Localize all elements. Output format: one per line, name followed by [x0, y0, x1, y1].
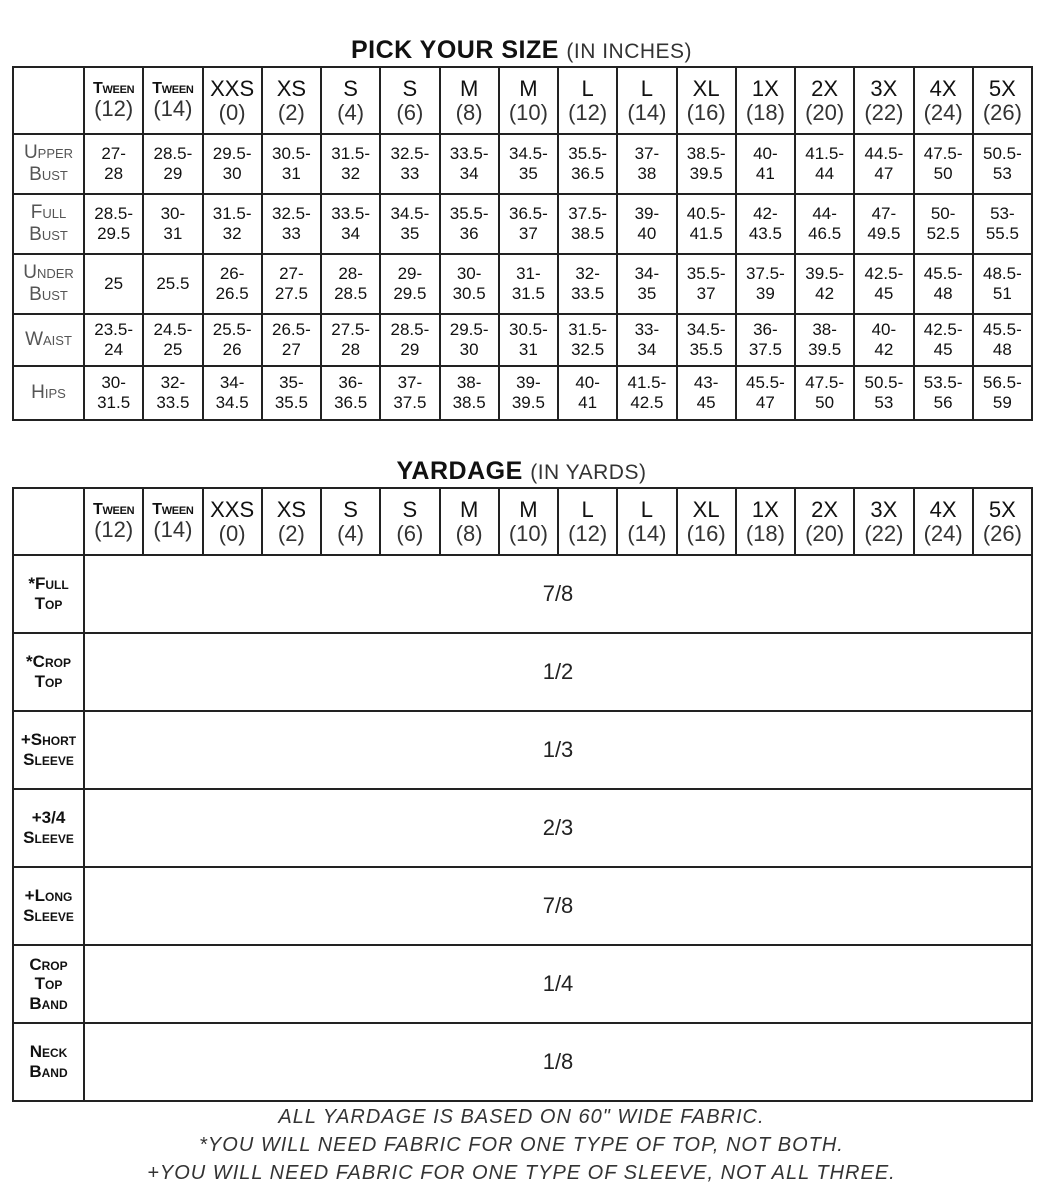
size-number: (14) [153, 517, 193, 543]
size-name: 5X [988, 497, 1016, 523]
measurement-value: 28.5- 29 [143, 134, 202, 194]
size-chart-size-header [440, 67, 499, 134]
yardage-row [13, 789, 1032, 867]
size-name: M [519, 497, 538, 523]
measurement-value: 36- 37.5 [736, 314, 795, 366]
measurement-value: 50.5- 53 [973, 134, 1032, 194]
yardage-label: *Full Top [13, 555, 84, 633]
measurement-value: 43- 45 [677, 366, 736, 420]
measurement-value: 48.5- 51 [973, 254, 1032, 314]
measurement-row [13, 254, 1032, 314]
size-number: (26) [982, 520, 1022, 546]
yardage-size-header [499, 488, 558, 555]
size-chart-size-header [973, 67, 1032, 134]
measurement-value: 30- 31.5 [84, 366, 143, 420]
yardage-size-header [262, 488, 321, 555]
measurement-value: 31.5- 32 [321, 134, 380, 194]
size-number: (14) [153, 96, 193, 122]
yardage-row [13, 945, 1032, 1023]
note-top-type: *YOU WILL NEED FABRIC FOR ONE TYPE OF TOP, NOT BOTH. [199, 1134, 844, 1156]
measurement-value: 26- 26.5 [203, 254, 262, 314]
size-name: 1X [751, 76, 779, 102]
yardage-row [13, 633, 1032, 711]
size-name: S [343, 497, 358, 523]
measurement-value: 23.5- 24 [84, 314, 143, 366]
size-name: L [581, 497, 594, 523]
measurement-value: 25 [84, 254, 143, 314]
measurement-value: 30.5- 31 [262, 134, 321, 194]
measurement-row [13, 134, 1032, 194]
measurement-label: Full Bust [13, 194, 84, 254]
size-name: 3X [870, 497, 898, 523]
size-chart-size-header [914, 67, 973, 134]
measurement-value: 37- 37.5 [380, 366, 439, 420]
measurement-value: 32.5- 33 [380, 134, 439, 194]
measurement-value: 32.5- 33 [262, 194, 321, 254]
measurement-value: 26.5- 27 [262, 314, 321, 366]
size-number: (2) [277, 99, 305, 125]
yardage-value: 1/8 [84, 1023, 1032, 1101]
size-chart-size-header [84, 67, 143, 134]
measurement-value: 40.5- 41.5 [677, 194, 736, 254]
size-number: (12) [568, 99, 608, 125]
measurement-value: 39- 39.5 [499, 366, 558, 420]
measurement-value: 47.5- 50 [795, 366, 854, 420]
size-name: 5X [988, 76, 1016, 102]
yardage-value: 7/8 [84, 555, 1032, 633]
size-number: (18) [745, 520, 785, 546]
size-name: L [640, 497, 653, 523]
yardage-value: 2/3 [84, 789, 1032, 867]
size-name: XXS [210, 76, 255, 102]
measurement-value: 42- 43.5 [736, 194, 795, 254]
measurement-value: 45.5- 47 [736, 366, 795, 420]
measurement-value: 35- 35.5 [262, 366, 321, 420]
measurement-value: 50- 52.5 [914, 194, 973, 254]
size-chart-size-header [854, 67, 913, 134]
measurement-value: 37- 38 [617, 134, 676, 194]
size-chart-size-header [143, 67, 202, 134]
size-chart-size-header [677, 67, 736, 134]
measurement-value: 30- 31 [143, 194, 202, 254]
yardage-table [12, 487, 1033, 1102]
yardage-size-header [677, 488, 736, 555]
yardage-label: +3/4 Sleeve [13, 789, 84, 867]
size-name: 3X [870, 76, 898, 102]
measurement-value: 47.5- 50 [914, 134, 973, 194]
size-number: (22) [864, 520, 904, 546]
measurement-value: 37.5- 39 [736, 254, 795, 314]
measurement-label: Upper Bust [13, 134, 84, 194]
yardage-row [13, 711, 1032, 789]
size-name: XS [276, 497, 307, 523]
measurement-value: 41.5- 42.5 [617, 366, 676, 420]
yardage-size-header [380, 488, 439, 555]
size-name: M [519, 76, 538, 102]
yardage-title-text: YARDAGE [396, 457, 523, 485]
yardage-size-header [84, 488, 143, 555]
size-number: (0) [218, 99, 246, 125]
measurement-value: 38- 39.5 [795, 314, 854, 366]
size-number: (14) [627, 99, 667, 125]
yardage-size-header [203, 488, 262, 555]
size-name: 4X [929, 76, 957, 102]
measurement-value: 50.5- 53 [854, 366, 913, 420]
yardage-label: Neck Band [13, 1023, 84, 1101]
note-fabric-width: ALL YARDAGE IS BASED ON 60" WIDE FABRIC. [278, 1106, 765, 1128]
measurement-value: 29- 29.5 [380, 254, 439, 314]
size-name: L [640, 76, 653, 102]
measurement-label: Waist [13, 314, 84, 366]
measurement-value: 45.5- 48 [914, 254, 973, 314]
size-chart-subtitle: (IN INCHES) [566, 40, 693, 63]
size-name: XL [692, 76, 720, 102]
size-number: (12) [94, 96, 134, 122]
yardage-size-header [973, 488, 1032, 555]
measurement-value: 42.5- 45 [914, 314, 973, 366]
measurement-value: 28.5- 29 [380, 314, 439, 366]
size-number: (20) [805, 99, 845, 125]
measurement-value: 32- 33.5 [558, 254, 617, 314]
size-chart-size-header [321, 67, 380, 134]
measurement-row [13, 366, 1032, 420]
size-name: L [581, 76, 594, 102]
measurement-value: 27.5- 28 [321, 314, 380, 366]
measurement-value: 56.5- 59 [973, 366, 1032, 420]
measurement-value: 42.5- 45 [854, 254, 913, 314]
measurement-value: 31.5- 32 [203, 194, 262, 254]
measurement-value: 44- 46.5 [795, 194, 854, 254]
size-number: (4) [337, 520, 365, 546]
measurement-value: 38- 38.5 [440, 366, 499, 420]
measurement-value: 32- 33.5 [143, 366, 202, 420]
size-chart-title-text: PICK YOUR SIZE [350, 36, 559, 64]
size-number: (12) [568, 520, 608, 546]
measurement-label: Hips [13, 366, 84, 420]
size-chart-size-header [558, 67, 617, 134]
measurement-value: 33.5- 34 [440, 134, 499, 194]
measurement-label: Under Bust [13, 254, 84, 314]
measurement-value: 33- 34 [617, 314, 676, 366]
size-number: (16) [686, 520, 726, 546]
size-number: (6) [396, 520, 424, 546]
size-name: M [459, 497, 479, 523]
measurement-value: 36- 36.5 [321, 366, 380, 420]
measurement-value: 34.5- 35 [499, 134, 558, 194]
measurement-value: 44.5- 47 [854, 134, 913, 194]
size-name: Tween [152, 79, 194, 97]
measurement-value: 34.5- 35 [380, 194, 439, 254]
measurement-value: 25.5 [143, 254, 202, 314]
measurement-value: 28- 28.5 [321, 254, 380, 314]
size-number: (0) [218, 520, 246, 546]
measurement-value: 38.5- 39.5 [677, 134, 736, 194]
yardage-label: *Crop Top [13, 633, 84, 711]
size-number: (6) [396, 99, 424, 125]
size-chart-size-header [380, 67, 439, 134]
corner-cell [13, 488, 84, 555]
size-number: (16) [686, 99, 726, 125]
size-name: XS [276, 76, 307, 102]
size-number: (8) [455, 99, 483, 125]
measurement-value: 25.5- 26 [203, 314, 262, 366]
yardage-size-header [143, 488, 202, 555]
size-number: (8) [455, 520, 483, 546]
size-name: 4X [929, 497, 957, 523]
size-name: 2X [811, 497, 839, 523]
measurement-value: 41.5- 44 [795, 134, 854, 194]
measurement-value: 40- 41 [558, 366, 617, 420]
size-name: XXS [210, 497, 255, 523]
size-chart-table [12, 66, 1033, 421]
yardage-size-header [558, 488, 617, 555]
size-chart-size-header [736, 67, 795, 134]
yardage-size-header [321, 488, 380, 555]
measurement-value: 39- 40 [617, 194, 676, 254]
measurement-value: 33.5- 34 [321, 194, 380, 254]
yardage-size-header [440, 488, 499, 555]
yardage-header-row [13, 488, 1032, 555]
measurement-value: 29.5- 30 [203, 134, 262, 194]
yardage-size-header [914, 488, 973, 555]
size-chart-size-header [203, 67, 262, 134]
measurement-value: 40- 41 [736, 134, 795, 194]
measurement-value: 45.5- 48 [973, 314, 1032, 366]
measurement-value: 34- 35 [617, 254, 676, 314]
size-name: S [402, 76, 418, 102]
measurement-value: 31.5- 32.5 [558, 314, 617, 366]
yardage-size-header [854, 488, 913, 555]
size-number: (2) [277, 520, 305, 546]
measurement-value: 53- 55.5 [973, 194, 1032, 254]
size-number: (10) [508, 99, 548, 125]
size-number: (26) [982, 99, 1022, 125]
yardage-label: +Long Sleeve [13, 867, 84, 945]
note-sleeve-type: +YOU WILL NEED FABRIC FOR ONE TYPE OF SLEEVE, NOT ALL THREE. [147, 1162, 896, 1184]
yardage-size-header [736, 488, 795, 555]
size-chart-size-header [795, 67, 854, 134]
size-number: (4) [337, 99, 365, 125]
measurement-value: 39.5- 42 [795, 254, 854, 314]
measurement-value: 34.5- 35.5 [677, 314, 736, 366]
measurement-value: 28.5- 29.5 [84, 194, 143, 254]
size-name: S [343, 76, 358, 102]
measurement-value: 29.5- 30 [440, 314, 499, 366]
size-number: (22) [864, 99, 904, 125]
yardage-value: 1/3 [84, 711, 1032, 789]
measurement-value: 30- 30.5 [440, 254, 499, 314]
size-name: Tween [92, 500, 135, 518]
size-name: XL [692, 497, 720, 523]
measurement-value: 27- 27.5 [262, 254, 321, 314]
measurement-value: 34- 34.5 [203, 366, 262, 420]
measurement-value: 35.5- 36 [440, 194, 499, 254]
yardage-label: Crop Top Band [13, 945, 84, 1023]
size-name: 2X [811, 76, 839, 102]
size-name: M [459, 76, 479, 102]
size-chart-size-header [499, 67, 558, 134]
measurement-value: 24.5- 25 [143, 314, 202, 366]
size-number: (20) [805, 520, 845, 546]
size-chart-title [0, 36, 1043, 65]
size-number: (14) [627, 520, 667, 546]
measurement-value: 36.5- 37 [499, 194, 558, 254]
measurement-value: 47- 49.5 [854, 194, 913, 254]
size-name: Tween [92, 79, 135, 97]
corner-cell [13, 67, 84, 134]
yardage-value: 1/4 [84, 945, 1032, 1023]
measurement-value: 40- 42 [854, 314, 913, 366]
yardage-row [13, 867, 1032, 945]
size-number: (10) [508, 520, 548, 546]
measurement-value: 37.5- 38.5 [558, 194, 617, 254]
yardage-value: 7/8 [84, 867, 1032, 945]
yardage-title [0, 457, 1043, 486]
size-name: S [402, 497, 418, 523]
size-name: 1X [751, 497, 779, 523]
measurement-value: 53.5- 56 [914, 366, 973, 420]
yardage-value: 1/2 [84, 633, 1032, 711]
measurement-value: 27- 28 [84, 134, 143, 194]
measurement-value: 30.5- 31 [499, 314, 558, 366]
size-header-row [13, 67, 1032, 134]
measurement-row [13, 314, 1032, 366]
measurement-value: 35.5- 37 [677, 254, 736, 314]
measurement-row [13, 194, 1032, 254]
measurement-value: 35.5- 36.5 [558, 134, 617, 194]
yardage-size-header [795, 488, 854, 555]
yardage-label: +Short Sleeve [13, 711, 84, 789]
size-number: (24) [923, 99, 963, 125]
yardage-subtitle: (IN YARDS) [530, 461, 647, 484]
size-number: (24) [923, 520, 963, 546]
size-name: Tween [152, 500, 194, 518]
yardage-row [13, 555, 1032, 633]
measurement-value: 31- 31.5 [499, 254, 558, 314]
yardage-size-header [617, 488, 676, 555]
size-number: (12) [94, 517, 134, 543]
size-chart-size-header [617, 67, 676, 134]
yardage-row [13, 1023, 1032, 1101]
size-number: (18) [745, 99, 785, 125]
size-chart-size-header [262, 67, 321, 134]
